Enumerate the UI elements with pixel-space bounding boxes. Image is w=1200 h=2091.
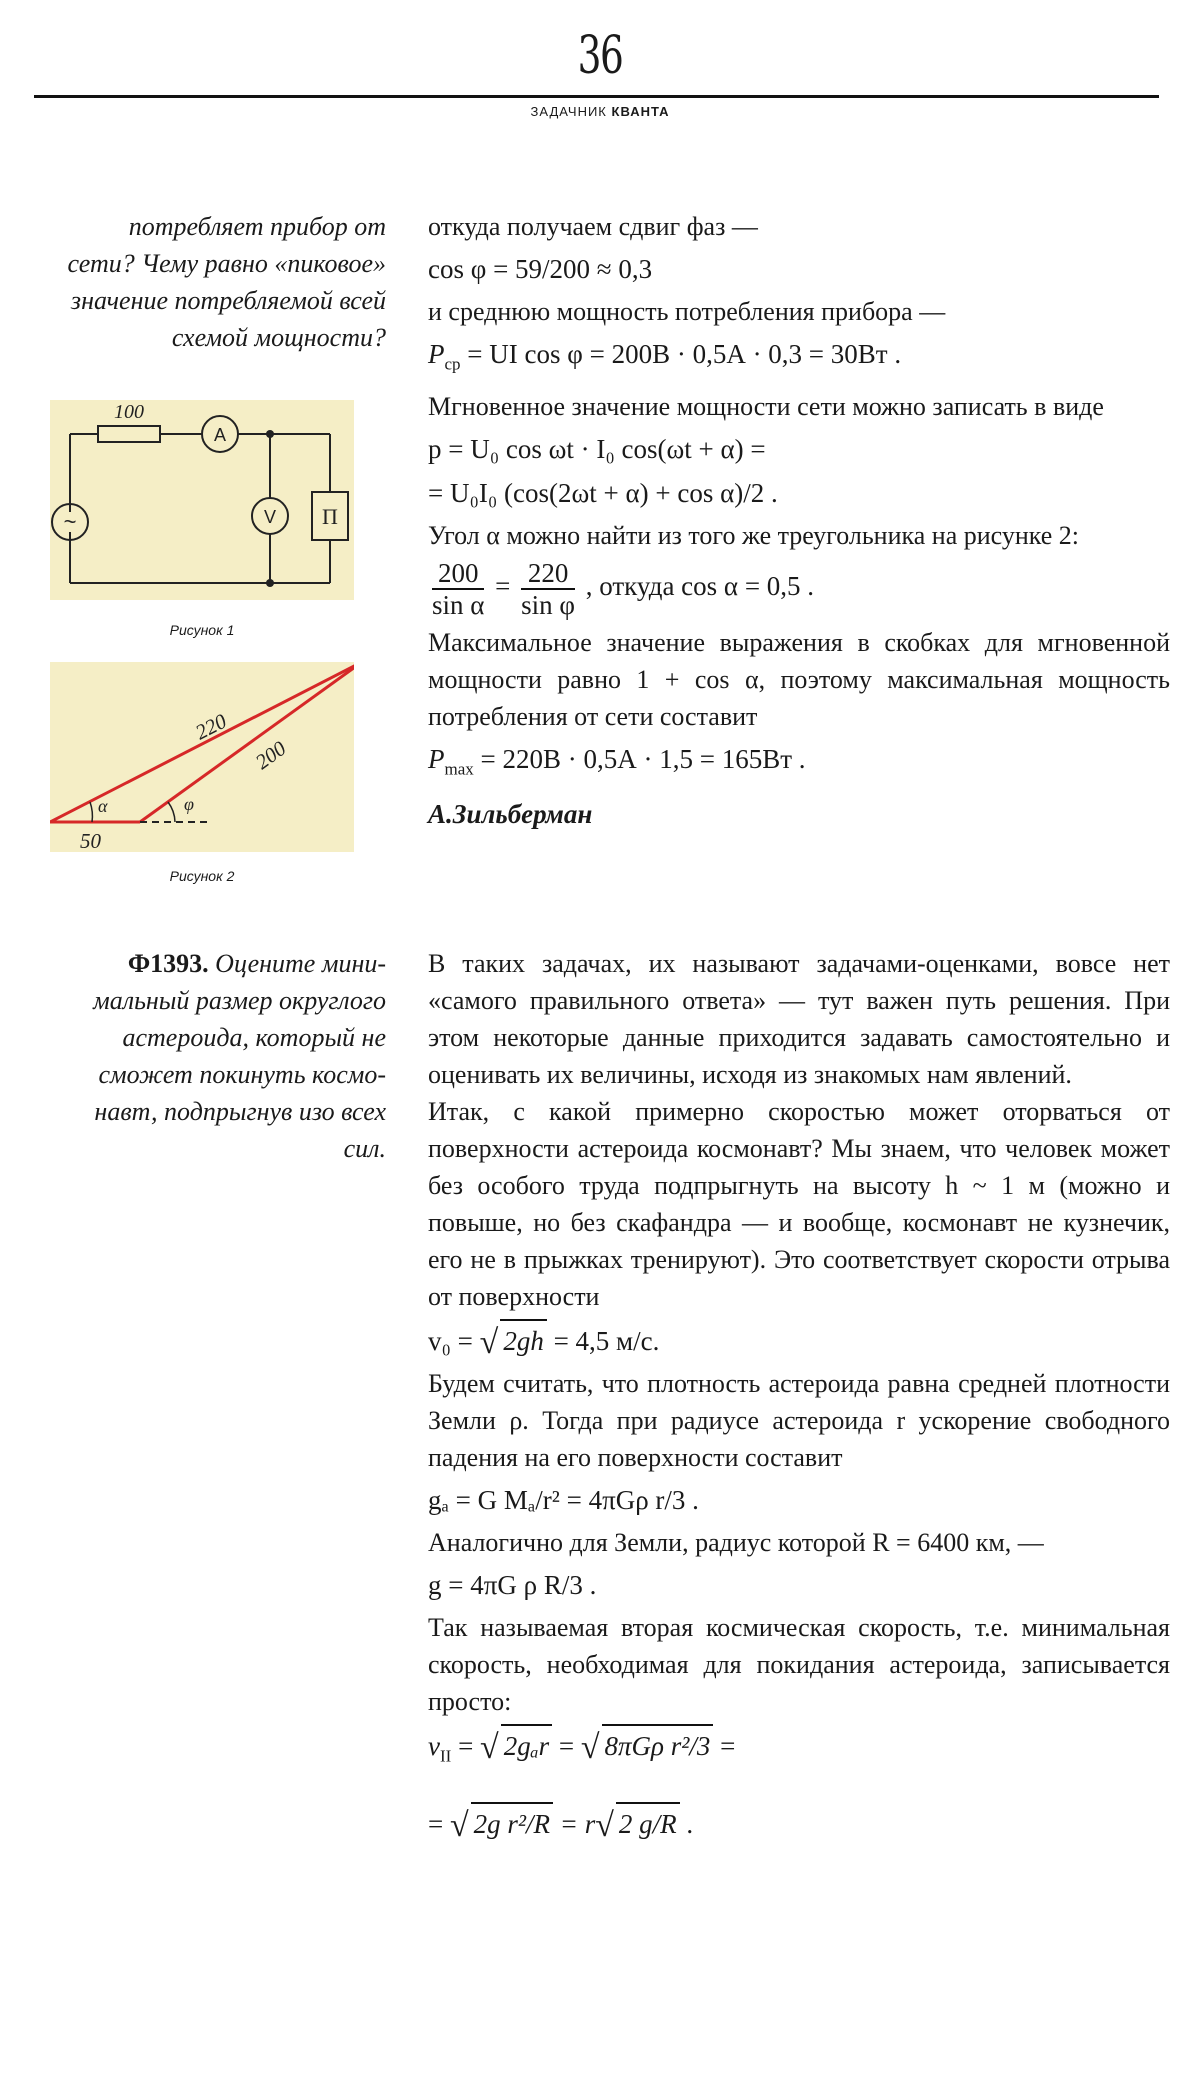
running-head-bold: КВАНТА: [611, 104, 670, 119]
solution-text: откуда получаем сдвиг фаз —: [428, 212, 758, 241]
figure-2-caption: Рисунок 2: [169, 868, 235, 884]
question-tail: [30, 208, 386, 356]
problem-line: Оцените мини-: [215, 949, 386, 978]
solution-text: Аналогично для Земли, радиус которой R = 6400 км, —: [428, 1528, 1044, 1557]
device-label: П: [322, 504, 338, 529]
fraction: $\frac{200}{\text{sin α}}$: [432, 558, 485, 621]
ammeter-label: A: [213, 425, 227, 445]
resistor-label: 100: [114, 401, 144, 423]
solution-text: Максимальное значение выражения в скобках для мгновенной мощности равно 1 + cos α, поэтому максимальная мощность потребления от сети составит: [428, 628, 1170, 732]
figure-1: [50, 400, 354, 600]
header-rule: [34, 95, 1159, 98]
running-head: [0, 104, 1200, 119]
solution-text: Итак, с какой примерно скоростью может оторваться от поверхности астероида космонавт? Мы знаем, что человек может без особого труда подпрыгнуть на высоту h ~ 1 м (можно и повыше, но без скафандра — и вообще, космонавт не кузнечик, его не в прыжках тренируют). Это соответствует скорости отрыва от поверхности: [428, 1097, 1170, 1311]
ac-source-symbol: ~: [63, 509, 77, 534]
question-line: потребляет прибор от: [128, 212, 386, 241]
formula-max-power: $P_{max} = 220В \cdot 0,5А \cdot 1,5 = 165Вт$ .: [428, 744, 806, 779]
solution-text: Мгновенное значение мощности сети можно записать в виде: [428, 392, 1104, 422]
formula-v0: v₀ = √ 2gh = 4,5 м/с.: [428, 1319, 1170, 1361]
side-200-label: 200: [250, 736, 291, 775]
solution-text: В таких задачах, их называют задачами-оценками, вовсе нет «самого правильного ответа» — тут важен путь решения. При этом некоторые данные приходится задавать самостоятельно и оценивать их величины, исходя из знакомых нам явлений.: [428, 949, 1170, 1089]
solution-1: [428, 208, 1170, 834]
fraction: $\frac{220}{\text{sin φ}}$: [521, 558, 575, 621]
formula-v2: $v_{II}$ = √ 2gₐr = √ 8πGρ r²/3 =: [428, 1724, 1170, 1776]
problem-line: навт, подпрыгнув изо всех: [94, 1097, 386, 1126]
triangle-diagram: [50, 662, 354, 852]
formula-ga: gₐ = G Mₐ/r² = 4πGρ r/3 .: [428, 1485, 699, 1515]
formula-avg-power: $P_{ср}$ = UI cos φ = 200В · 0,5А · 0,3 = 30Вт .: [428, 339, 902, 374]
formula-v2-result: = √ 2g r²/R = r√ 2 g/R .: [428, 1802, 1170, 1844]
question-line: значение потребляемой всей: [70, 286, 386, 315]
running-head-prefix: ЗАДАЧНИК: [530, 104, 607, 119]
side-50-label: 50: [80, 829, 101, 852]
solution-text: и среднюю мощность потребления прибора —: [428, 297, 946, 326]
page-number: 36: [577, 26, 623, 86]
question-line: схемой мощности?: [171, 323, 386, 352]
solution-text: Так называемая вторая космическая скорость, т.е. минимальная скорость, необходимая для покидания астероида, записывается просто:: [428, 1613, 1170, 1716]
figure-2: [50, 662, 354, 852]
problem-label: Ф1393.: [127, 949, 209, 978]
problem-line: сможет покинуть космо-: [98, 1060, 386, 1089]
problem-line: мальный размер округлого: [93, 986, 386, 1015]
solution-text: Будем считать, что плотность астероида равна средней плотности Земли ρ. Тогда при радиусе астероида r ускорение свободного падения на его поверхности составит: [428, 1369, 1170, 1472]
problem-line: сил.: [343, 1134, 386, 1163]
problem-statement: [30, 945, 386, 1167]
figure-1-caption: Рисунок 1: [169, 622, 235, 638]
angle-phi-label: φ: [184, 794, 194, 814]
formula-instant-power-2: = U₀I₀ (cos(2ωt + α) + cos α)/2 .: [428, 478, 778, 509]
angle-alpha-label: α: [98, 796, 108, 816]
voltmeter-label: V: [263, 507, 277, 527]
formula-instant-power: p = U₀ cos ωt · I₀ cos(ωt + α) =: [428, 434, 766, 465]
side-220-label: 220: [191, 708, 231, 745]
formula-sine-rule: $\frac{200}{\text{sin α}}$ = $\frac{220}{\text{sin φ}}$ , откуда cos α = 0,5 .: [432, 558, 815, 621]
circuit-diagram: [50, 400, 354, 600]
formula-cos-phi: cos φ = 59/200 ≈ 0,3: [428, 254, 653, 284]
author: А.Зильберман: [428, 798, 593, 829]
solution-text: Угол α можно найти из того же треугольника на рисунке 2:: [428, 521, 1080, 551]
problem-line: астероида, который не: [122, 1023, 386, 1052]
question-line: сети? Чему равно «пиковое»: [67, 249, 386, 278]
solution-2: [428, 945, 1170, 1848]
formula-g: g = 4πG ρ R/3 .: [428, 1570, 597, 1600]
